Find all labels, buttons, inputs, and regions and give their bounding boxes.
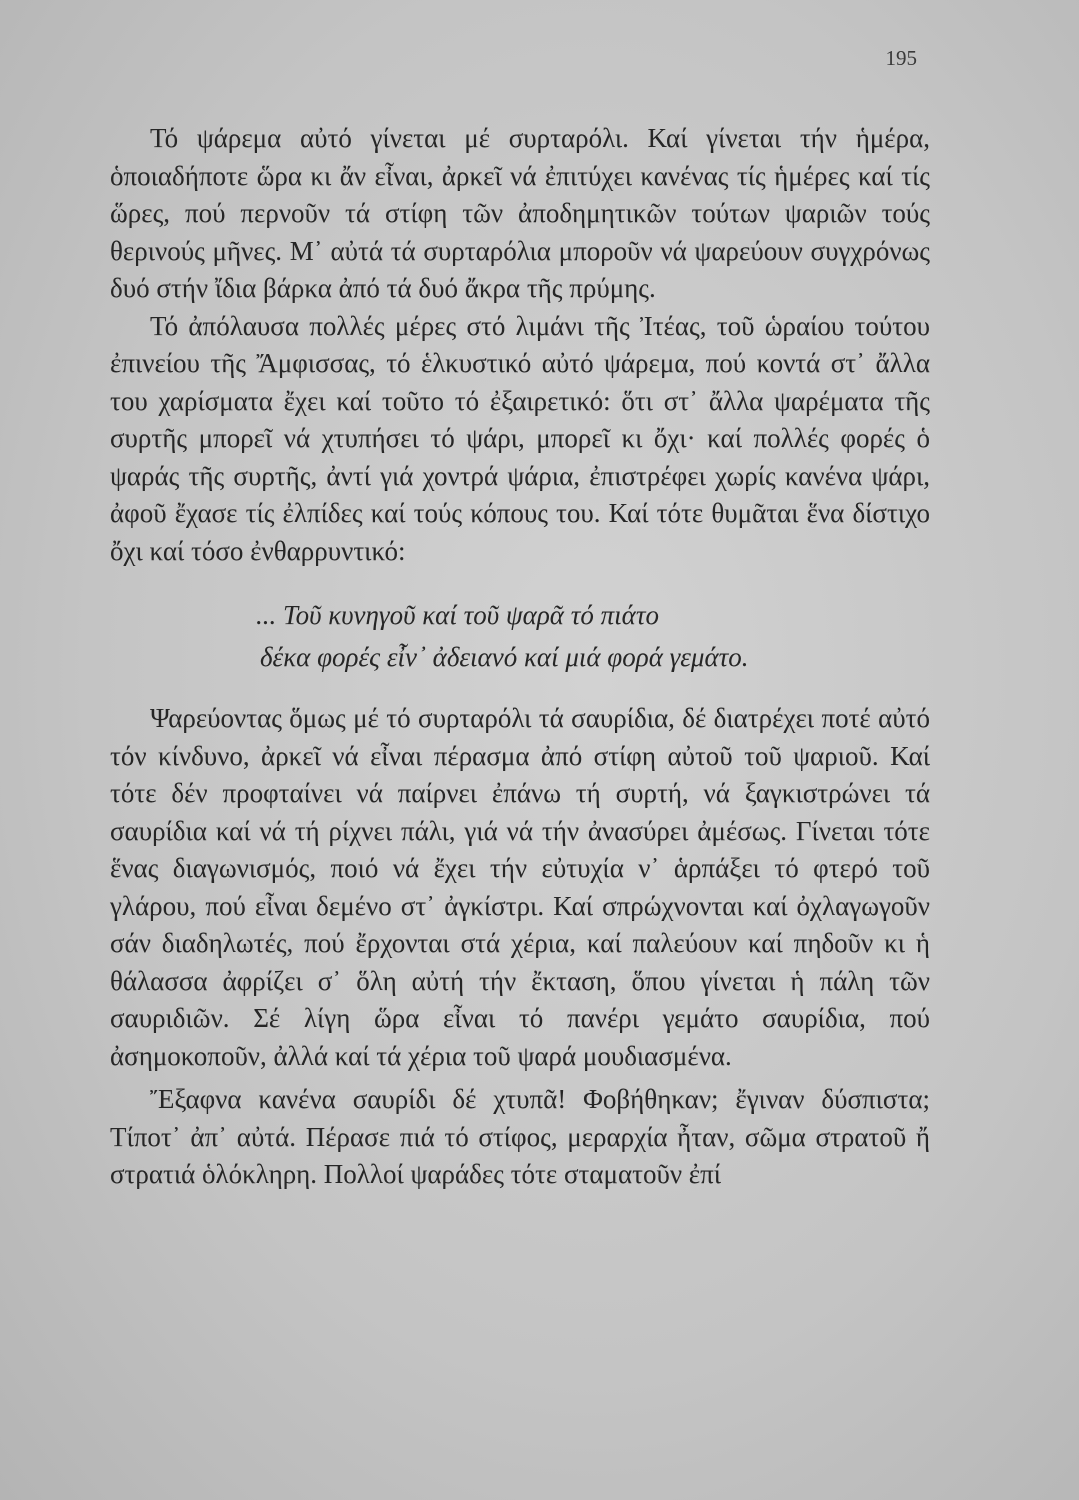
- paragraph-3: Ψαρεύοντας ὅμως μέ τό συρταρόλι τά σαυρίδια, δέ διατρέχει ποτέ αὐτό τόν κίνδυνο, ἀρκεῖ νά εἶναι πέρασμα ἀπό στίφη αὐτοῦ τοῦ ψαριοῦ. Καί τότε δέν προφταίνει νά παίρνει ἐπάνω τή συρτή, νά ξαγκιστρώνει τά σαυρίδια καί νά τή ρίχνει πάλι, γιά νά τήν ἀνασύρει ἀμέσως. Γίνεται τότε ἕνας διαγωνισμός, ποιό νά ἔχει τήν εὐτυχία ν᾽ ἁρπάξει τό φτερό τοῦ γλάρου, πού εἶναι δεμένο στ᾽ ἀγκίστρι. Καί σπρώχνονται καί ὀχλαγωγοῦν σάν διαδηλωτές, πού ἔρχονται στά χέρια, καί παλεύουν καί πηδοῦν κι ἡ θάλασσα ἀφρίζει σ᾽ ὅλη αὐτή τήν ἔκταση, ὅπου γίνεται ἡ πάλη τῶν σαυριδιῶν. Σέ λίγη ὥρα εἶναι τό πανέρι γεμάτο σαυρίδια, πού ἀσημοκοποῦν, ἀλλά καί τά χέρια τοῦ ψαρά μουδιασμένα.: [110, 703, 930, 1071]
- body-text: [110, 120, 930, 1194]
- paragraph-4: Ἔξαφνα κανένα σαυρίδι δέ χτυπᾶ! Φοβήθηκαν; ἔγιναν δύσπιστα; Τίποτ᾽ ἀπ᾽ αὐτά. Πέρασε πιά τό στίφος, μεραρχία ἦταν, σῶμα στρατοῦ ἤ στρατιά ὁλόκληρη. Πολλοί ψαράδες τότε σταματοῦν ἐπί: [110, 1084, 930, 1189]
- verse-couplet: [110, 594, 930, 678]
- page-number: 195: [885, 46, 917, 70]
- verse-line-2: δέκα φορές εἶν᾽ ἀδειανό καί μιά φορά γεμάτο.: [260, 642, 749, 672]
- paragraph-2: Τό ἀπόλαυσα πολλές μέρες στό λιμάνι τῆς Ἰτέας, τοῦ ὡραίου τούτου ἐπινείου τῆς Ἄμφισσας, τό ἑλκυστικό αὐτό ψάρεμα, πού κοντά στ᾽ ἄλλα του χαρίσματα ἔχει καί τοῦτο τό ἐξαιρετικό: ὅτι στ᾽ ἄλλα ψαρέματα τῆς συρτῆς μπορεῖ νά χτυπήσει τό ψάρι, μπορεῖ κι ὄχι· καί πολλές φορές ὁ ψαράς τῆς συρτῆς, ἀντί γιά χοντρά ψάρια, ἐπιστρέφει χωρίς κανένα ψάρι, ἀφοῦ ἔχασε τίς ἐλπίδες καί τούς κόπους του. Καί τότε θυμᾶται ἕνα δίστιχο ὄχι καί τόσο ἐνθαρρυντικό:: [110, 310, 930, 566]
- paragraph-1: Τό ψάρεμα αὐτό γίνεται μέ συρταρόλι. Καί γίνεται τήν ἡμέρα, ὁποιαδήποτε ὥρα κι ἄν εἶναι, ἀρκεῖ νά ἐπιτύχει κανένας τίς ἡμέρες καί τίς ὥρες, πού περνοῦν τά στίφη τῶν ἀποδημητικῶν τούτων ψαριῶν τούς θερινούς μῆνες. Μ᾽ αὐτά τά συρταρόλια μποροῦν νά ψαρεύουν συγχρόνως δυό στήν ἴδια βάρκα ἀπό τά δυό ἄκρα τῆς πρύμης.: [110, 123, 930, 303]
- verse-line-1: ... Τοῦ κυνηγοῦ καί τοῦ ψαρᾶ τό πιάτο: [256, 600, 660, 630]
